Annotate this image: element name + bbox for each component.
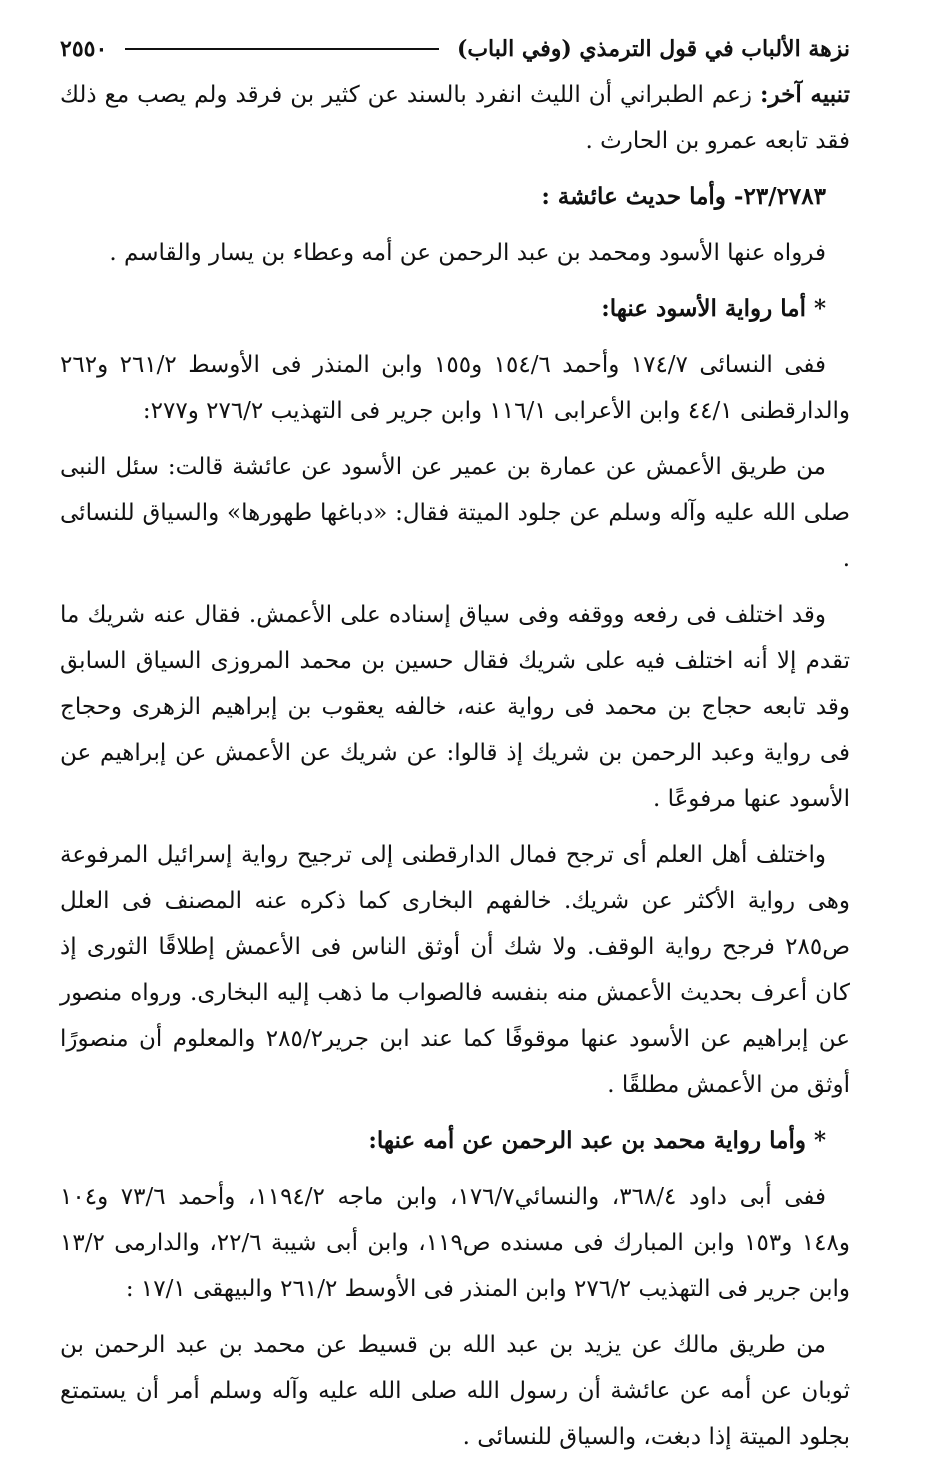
running-header (60, 28, 850, 70)
note-paragraph (60, 72, 850, 164)
section-heading-aswad: * أما رواية الأسود عنها: (601, 295, 826, 322)
page-number: ٢٥٥٠ (60, 36, 108, 62)
discussion-paragraph-1: وقد اختلف فى رفعه ووقفه وفى سياق إسناده على الأعمش. فقال عنه شريك ما تقدم إلا أنه اختلف فيه على شريك فقال حسين بن محمد المروزى السياق السابق وقد تابعه حجاج بن محمد فى رواية عنه، خالفه يعقوب بن إبراهيم الزهرى وحجاج فى رواية وعبد الرحمن بن شريك إذ قالوا: عن شريك عن الأعمش عن إبراهيم عن الأسود عنها مرفوعًا . (60, 602, 850, 812)
header-title: نزهة الألباب في قول الترمذي (وفي الباب) (456, 36, 850, 62)
isnad-paragraph-aswad: من طريق الأعمش عن عمارة بن عمير عن الأسود عن عائشة قالت: سئل النبى صلى الله عليه وآله وسلم عن جلود الميتة فقال: «دباغها طهورها» والسياق للنسائى . (60, 454, 850, 572)
note-lead: تنبيه آخر: (759, 81, 850, 108)
sources-paragraph-aswad: ففى النسائى ١٧٤/٧ وأحمد ١٥٤/٦ و١٥٥ وابن المنذر فى الأوسط ٢٦١/٢ و٢٦٢ والدارقطنى ٤٤/١ وابن الأعرابى ١١٦/١ وابن جرير فى التهذيب ٢٧٦/٢ و٢٧٧: (60, 352, 850, 424)
sources-paragraph-muhammad: ففى أبى داود ٣٦٨/٤، والنسائي١٧٦/٧، وابن ماجه ١١٩٤/٢، وأحمد ٧٣/٦ و١٠٤ و١٤٨ و١٥٣ وابن المبارك فى مسنده ص١١٩، وابن أبى شيبة ٢٢/٦، والدارمى ١٣/٢ وابن جرير فى التهذيب ٢٧٦/٢ وابن المنذر فى الأوسط ٢٦١/٢ والبيهقى ١٧/١ : (60, 1184, 850, 1302)
isnad-paragraph-muhammad: من طريق مالك عن يزيد بن عبد الله بن قسيط عن محمد بن عبد الرحمن بن ثوبان عن أمه عن عائشة أن رسول الله صلى الله عليه وآله وسلم أمر أن يستمتع بجلود الميتة إذا دبغت، والسياق للنسائى . (60, 1332, 850, 1450)
discussion-paragraph-2: واختلف أهل العلم أى ترجح فمال الدارقطنى إلى ترجيح رواية إسرائيل المرفوعة وهى رواية الأكثر عن شريك. خالفهم البخارى كما ذكره عنه المصنف فى العلل ص٢٨٥ فرجح رواية الوقف. ولا شك أن أوثق الناس فى الأعمش إطلاقًا الثورى إذ كان أعرف بحديث الأعمش منه بنفسه فالصواب ما ذهب إليه البخارى. ورواه منصور عن إبراهيم عن الأسود عنها موقوفًا كما عند ابن جرير٢٨٥/٢ والمعلوم أن منصورًا أوثق من الأعمش مطلقًا . (60, 842, 850, 1098)
narrators-paragraph: فرواه عنها الأسود ومحمد بن عبد الرحمن عن أمه وعطاء بن يسار والقاسم . (109, 240, 826, 266)
hadith-heading: ٢٣/٢٧٨٣- وأما حديث عائشة : (541, 183, 826, 210)
header-rule (125, 48, 439, 50)
note-text: زعم الطبراني أن الليث انفرد بالسند عن كثير بن فرقد ولم يصب مع ذلك فقد تابعه عمرو بن الحارث . (60, 82, 850, 154)
body-text (60, 72, 850, 1460)
book-page (60, 28, 850, 1470)
section-heading-muhammad: * وأما رواية محمد بن عبد الرحمن عن أمه عنها: (368, 1127, 826, 1154)
